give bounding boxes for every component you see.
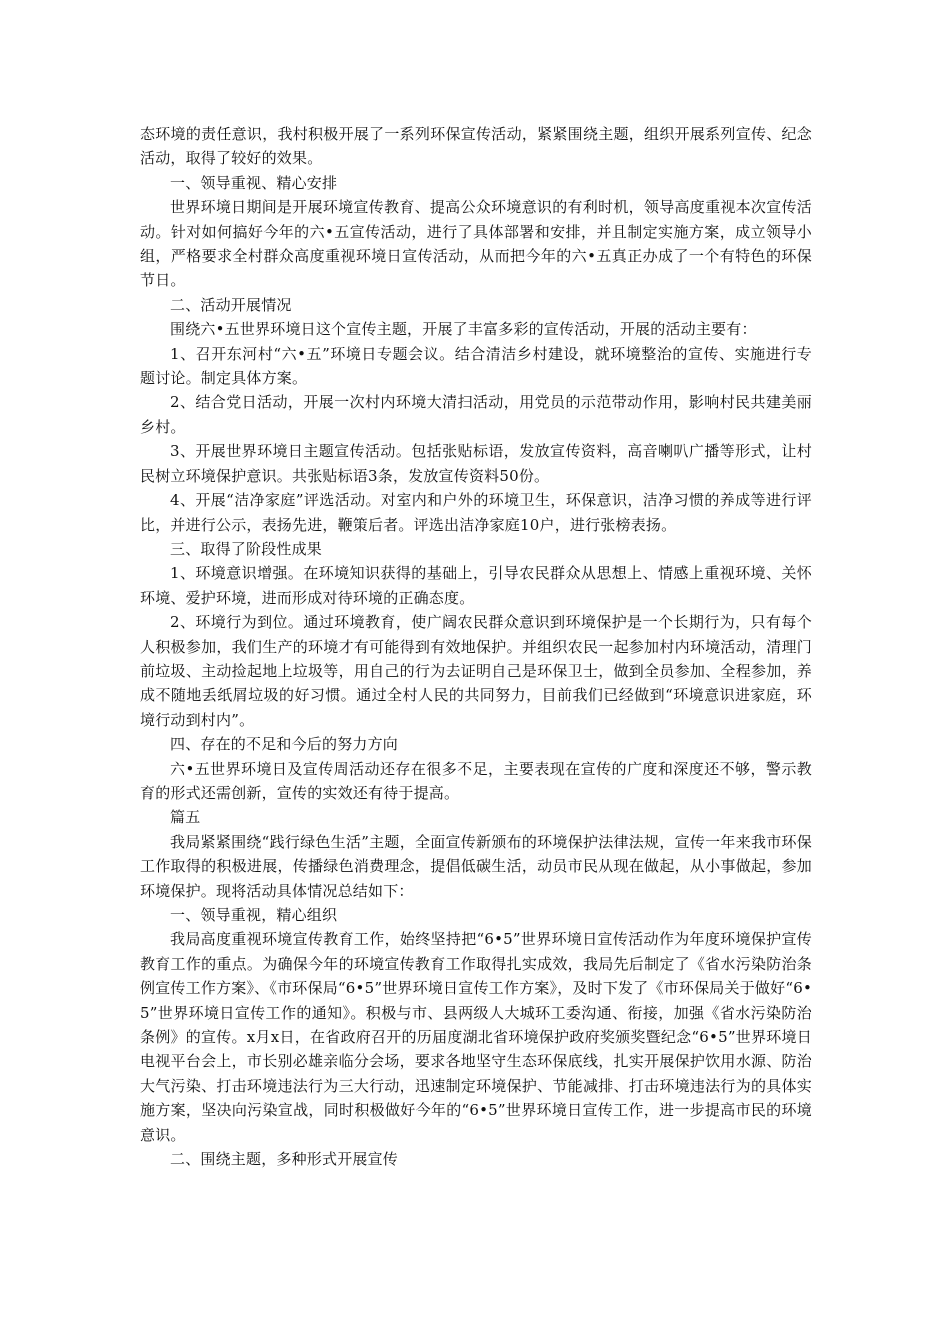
paragraph: 围绕六•五世界环境日这个宣传主题，开展了丰富多彩的宣传活动，开展的活动主要有：	[170, 320, 757, 339]
section-heading-shortcomings: 四、存在的不足和今后的努力方向	[170, 735, 399, 754]
section-heading-results: 三、取得了阶段性成果	[170, 539, 323, 558]
list-item: 4、开展“洁净家庭”评选活动。对室内和户外的环境卫生，环保意识，洁净习惯的养成等进行评比，并进行公示，表扬先进，鞭策后者。评选出洁净家庭10户，进行张榜表扬。	[140, 491, 812, 534]
paragraph: 世界环境日期间是开展环境宣传教育、提高公众环境意识的有利时机，领导高度重视本次宣传活动。针对如何搞好今年的六•五宣传活动，进行了具体部署和安排，并且制定实施方案，成立领导小组，严格要求全村群众高度重视环境日宣传活动，从而把今年的六•五真正办成了一个有特色的环保节日。	[140, 198, 812, 290]
paragraph: 我局紧紧围绕“践行绿色生活”主题，全面宣传新颁布的环境保护法律法规，宣传一年来我市环保工作取得的积极进展，传播绿色消费理念，提倡低碳生活，动员市民从现在做起，从小事做起，参加环境保护。现将活动具体情况总结如下：	[140, 832, 812, 900]
document-body	[140, 122, 812, 1171]
list-item: 3、开展世界环境日主题宣传活动。包括张贴标语，发放宣传资料，高音喇叭广播等形式，让村民树立环境保护意识。共张贴标语3条，发放宣传资料50份。	[140, 442, 812, 485]
section-heading-activities: 二、活动开展情况	[170, 295, 292, 314]
list-item: 1、环境意识增强。在环境知识获得的基础上，引导农民群众从思想上、情感上重视环境、关怀环境、爱护环境，进而形成对待环境的正确态度。	[140, 564, 812, 607]
list-item: 1、召开东河村“六•五”环境日专题会议。结合清洁乡村建设，就环境整治的宣传、实施进行专题讨论。制定具体方案。	[140, 344, 812, 388]
section-heading-organization: 一、领导重视，精心组织	[170, 906, 338, 924]
list-item: 2、结合党日活动，开展一次村内环境大清扫活动，用党员的示范带动作用，影响村民共建美丽乡村。	[140, 393, 812, 436]
chapter-heading: 篇五	[170, 808, 201, 827]
section-heading-leadership: 一、领导重视、精心安排	[170, 173, 338, 192]
paragraph: 六•五世界环境日及宣传周活动还存在很多不足，主要表现在宣传的广度和深度还不够，警示教育的形式还需创新，宣传的实效还有待于提高。	[140, 759, 812, 802]
section-heading-publicity: 二、围绕主题，多种形式开展宣传	[170, 1150, 399, 1169]
paragraph-continuation: 态环境的责任意识，我村积极开展了一系列环保宣传活动，紧紧围绕主题，组织开展系列宣传、纪念活动，取得了较好的效果。	[140, 125, 812, 168]
list-item: 2、环境行为到位。通过环境教育，使广阔农民群众意识到环境保护是一个长期行为，只有每个人积极参加，我们生产的环境才有可能得到有效地保护。并组织农民一起参加村内环境活动，清理门前垃圾、主动捡起地上垃圾等，用自己的行为去证明自己是环保卫士，做到全员参加、全程参加，养成不随地丢纸屑垃圾的好习惯。通过全村人民的共同努力，目前我们已经做到“环境意识进家庭，环境行动到村内”。	[140, 613, 812, 729]
paragraph: 我局高度重视环境宣传教育工作，始终坚持把“6•5”世界环境日宣传活动作为年度环境保护宣传教育工作的重点。为确保今年的环境宣传教育工作取得扎实成效，我局先后制定了《省水污染防治条例宣传工作方案》、《市环保局“6•5”世界环境日宣传工作方案》，及时下发了《市环保局关于做好“6•5”世界环境日宣传工作的通知》。积极与市、县两级人大城环工委沟通、衔接，加强《省水污染防治条例》的宣传。x月x日，在省政府召开的历届度湖北省环境保护政府奖颁奖暨纪念“6•5”世界环境日电视平台会上，市长别必雄亲临分会场，要求各地坚守生态环保底线，扎实开展保护饮用水源、防治大气污染、打击环境违法行为三大行动，迅速制定环境保护、节能减排、打击环境违法行为的具体实施方案，坚决向污染宣战，同时积极做好今年的“6•5”世界环境日宣传工作，进一步提高市民的环境意识。	[140, 930, 812, 1144]
